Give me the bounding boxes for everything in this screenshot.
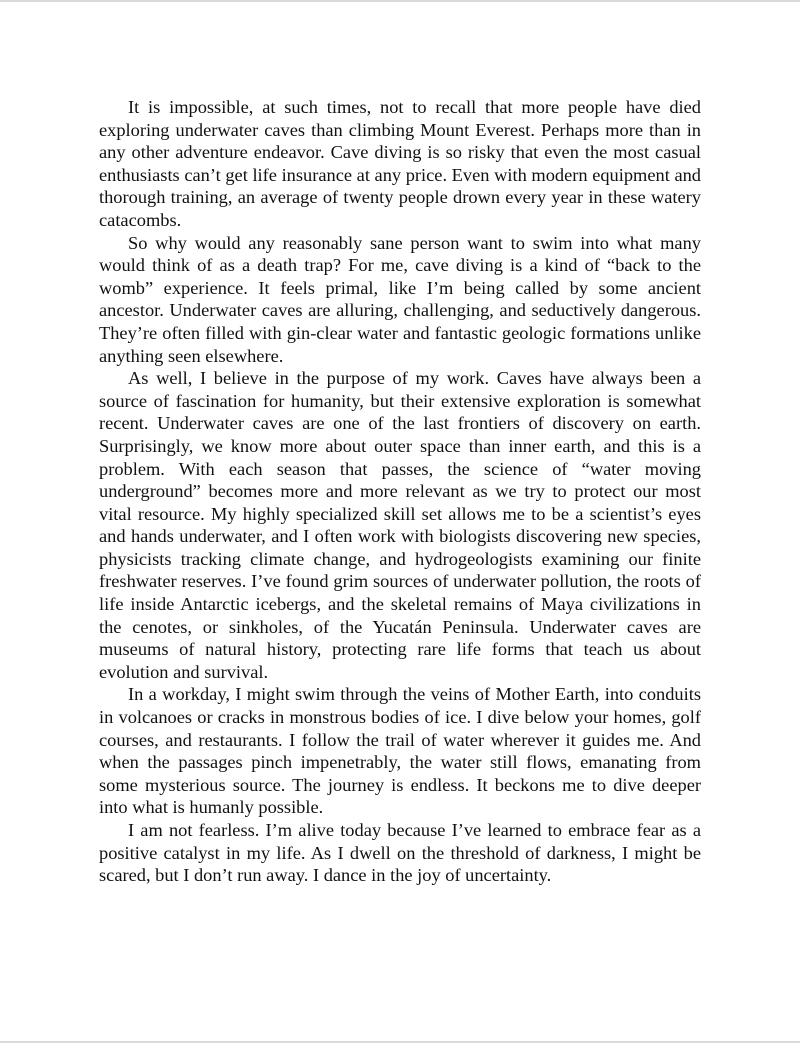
page-top-edge [0,0,800,2]
paragraph-2: So why would any reasonably sane person want to swim into what many would think of as a death trap? For me, cave diving is a kind of “back to the womb” experience. It feels primal, like I’m being called by some ancient ancestor. Underwater caves are alluring, challenging, and seductively dangerous. They’re often filled with gin-clear water and fantastic geologic formations unlike anything seen elsewhere. [99,232,701,366]
paragraph-3: As well, I believe in the purpose of my work. Caves have always been a source of fascination for humanity, but their extensive exploration is somewhat recent. Underwater caves are one of the last frontiers of discovery on earth. Surprisingly, we know more about outer space than inner earth, and this is a problem. With each season that passes, the science of “water moving underground” becomes more and more relevant as we try to protect our most vital resource. My highly specialized skill set allows me to be a scientist’s eyes and hands underwater, and I often work with biologists discovering new species, physicists tracking climate change, and hydrogeologists examining our finite freshwater reserves. I’ve found grim sources of underwater pollution, the roots of life inside Antarctic icebergs, and the skeletal remains of Maya civilizations in the cenotes, or sinkholes, of the Yucatán Peninsula. Underwater caves are museums of natural history, protecting rare life forms that teach us about evolution and survival. [99,368,701,682]
paragraph-1: It is impossible, at such times, not to recall that more people have died exploring underwater caves than climbing Mount Everest. Perhaps more than in any other adventure endeavor. Cave diving is so risky that even the most casual enthusiasts can’t get life insurance at any price. Even with modern equipment and thorough training, an average of twenty people drown every year in these watery catacombs. [99,97,701,230]
document-page [99,96,701,887]
paragraph-4: In a workday, I might swim through the veins of Mother Earth, into conduits in volcanoes or cracks in monstrous bodies of ice. I dive below your homes, golf courses, and restaurants. I follow the trail of water wherever it guides me. And when the passages pinch impenetrably, the water still flows, emanating from some mysterious source. The journey is endless. It beckons me to dive deeper into what is humanly possible. [99,684,701,818]
paragraph-5: I am not fearless. I’m alive today because I’ve learned to embrace fear as a positive catalyst in my life. As I dwell on the threshold of darkness, I might be scared, but I don’t run away. I dance in the joy of uncertainty. [99,820,701,886]
